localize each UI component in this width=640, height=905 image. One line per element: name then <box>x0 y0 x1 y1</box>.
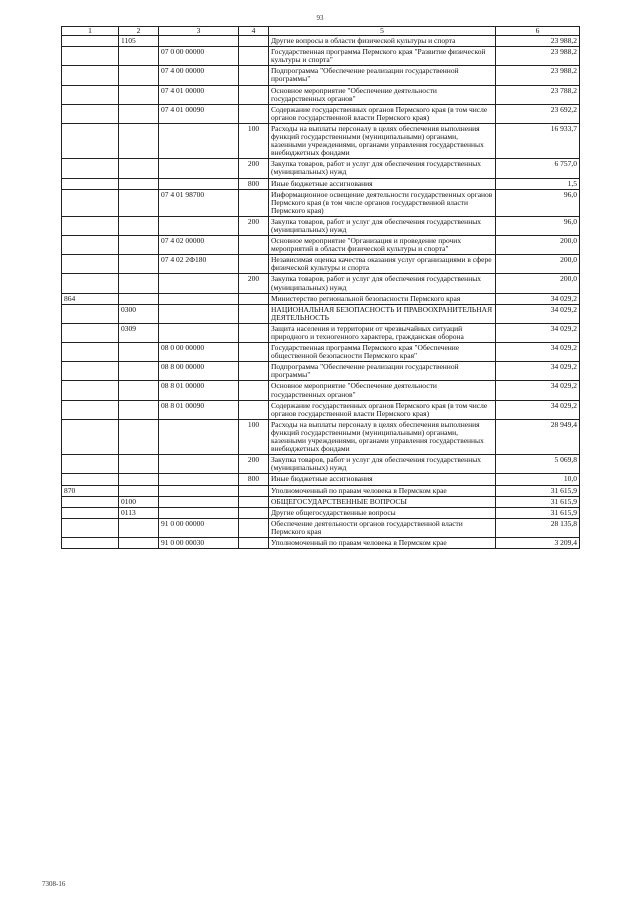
section-code-cell <box>119 104 159 123</box>
item-name-cell: ОБЩЕГОСУДАРСТВЕННЫЕ ВОПРОСЫ <box>269 496 496 507</box>
amount-cell: 28 135,8 <box>496 518 580 537</box>
item-name-cell: Расходы на выплаты персоналу в целях обеспечения выполнения функций государственными (муниципальными) органами, казенными учреждениями, органами управления государственных внебюджетных фондами <box>269 419 496 454</box>
target-article-cell: 08 8 00 00000 <box>159 362 239 381</box>
target-article-cell <box>159 293 239 304</box>
table-row <box>62 455 580 474</box>
section-code-cell <box>119 255 159 274</box>
amount-cell: 34 029,2 <box>496 304 580 323</box>
header-row <box>62 27 580 36</box>
target-article-cell <box>159 304 239 323</box>
header-col-1: 1 <box>62 27 119 36</box>
target-article-cell <box>159 474 239 485</box>
amount-cell: 1,5 <box>496 178 580 189</box>
ministry-code-cell <box>62 36 119 47</box>
section-code-cell <box>119 47 159 66</box>
ministry-code-cell <box>62 496 119 507</box>
expense-type-cell <box>239 304 269 323</box>
target-article-cell: 07 4 02 2Ф180 <box>159 255 239 274</box>
table-row <box>62 474 580 485</box>
item-name-cell: Основное мероприятие "Обеспечение деятельности государственных органов" <box>269 85 496 104</box>
table-row <box>62 323 580 342</box>
section-code-cell <box>119 66 159 85</box>
amount-cell: 23 988,2 <box>496 47 580 66</box>
table-row <box>62 485 580 496</box>
target-article-cell <box>159 507 239 518</box>
item-name-cell: Государственная программа Пермского края "Обеспечение общественной безопасности Пермского края" <box>269 343 496 362</box>
expense-type-cell <box>239 236 269 255</box>
table-row <box>62 537 580 548</box>
expense-type-cell <box>239 47 269 66</box>
table-row <box>62 304 580 323</box>
ministry-code-cell <box>62 400 119 419</box>
ministry-code-cell <box>62 255 119 274</box>
target-article-cell: 07 4 01 00090 <box>159 104 239 123</box>
target-article-cell: 07 4 01 00000 <box>159 85 239 104</box>
target-article-cell <box>159 485 239 496</box>
table-row <box>62 123 580 158</box>
section-code-cell <box>119 474 159 485</box>
table-row <box>62 507 580 518</box>
ministry-code-cell <box>62 216 119 235</box>
target-article-cell: 08 8 01 00000 <box>159 381 239 400</box>
section-code-cell <box>119 400 159 419</box>
expense-type-cell <box>239 400 269 419</box>
section-code-cell <box>119 343 159 362</box>
expense-type-cell <box>239 323 269 342</box>
page-number: 93 <box>316 14 324 22</box>
table-row <box>62 419 580 454</box>
ministry-code-cell <box>62 85 119 104</box>
table-row <box>62 293 580 304</box>
section-code-cell <box>119 123 159 158</box>
section-code-cell <box>119 236 159 255</box>
table-row <box>62 66 580 85</box>
section-code-cell <box>119 159 159 178</box>
footer-code: 7308-16 <box>42 880 66 888</box>
target-article-cell <box>159 159 239 178</box>
section-code-cell <box>119 381 159 400</box>
amount-cell: 34 029,2 <box>496 343 580 362</box>
ministry-code-cell <box>62 47 119 66</box>
amount-cell: 16 933,7 <box>496 123 580 158</box>
item-name-cell: Другие общегосударственные вопросы <box>269 507 496 518</box>
item-name-cell: Содержание государственных органов Пермского края (в том числе органов государственной власти Пермского края) <box>269 104 496 123</box>
item-name-cell: Закупка товаров, работ и услуг для обеспечения государственных (муниципальных) нужд <box>269 216 496 235</box>
ministry-code-cell <box>62 178 119 189</box>
section-code-cell <box>119 216 159 235</box>
table-row <box>62 216 580 235</box>
item-name-cell: Расходы на выплаты персоналу в целях обеспечения выполнения функций государственными (муниципальными) органами, казенными учреждениями, органами управления государственных внебюджетных фондами <box>269 123 496 158</box>
item-name-cell: Другие вопросы в области физической культуры и спорта <box>269 36 496 47</box>
target-article-cell: 91 0 00 00030 <box>159 537 239 548</box>
target-article-cell: 08 0 00 00000 <box>159 343 239 362</box>
expense-type-cell <box>239 496 269 507</box>
amount-cell: 34 029,2 <box>496 362 580 381</box>
table-row <box>62 104 580 123</box>
ministry-code-cell <box>62 474 119 485</box>
table-row <box>62 343 580 362</box>
expense-type-cell: 100 <box>239 419 269 454</box>
target-article-cell: 91 0 00 00000 <box>159 518 239 537</box>
ministry-code-cell <box>62 123 119 158</box>
section-code-cell <box>119 362 159 381</box>
target-article-cell: 08 8 01 00090 <box>159 400 239 419</box>
expense-type-cell: 200 <box>239 274 269 293</box>
ministry-code-cell <box>62 304 119 323</box>
amount-cell: 23 692,2 <box>496 104 580 123</box>
ministry-code-cell <box>62 159 119 178</box>
amount-cell: 96,0 <box>496 189 580 216</box>
table-row <box>62 47 580 66</box>
item-name-cell: НАЦИОНАЛЬНАЯ БЕЗОПАСНОСТЬ И ПРАВООХРАНИТЕЛЬНАЯ ДЕЯТЕЛЬНОСТЬ <box>269 304 496 323</box>
amount-cell: 6 757,0 <box>496 159 580 178</box>
budget-table <box>61 26 580 549</box>
expense-type-cell: 200 <box>239 216 269 235</box>
target-article-cell <box>159 419 239 454</box>
table-row <box>62 274 580 293</box>
amount-cell: 200,0 <box>496 236 580 255</box>
expense-type-cell <box>239 36 269 47</box>
expense-type-cell <box>239 189 269 216</box>
expense-type-cell: 200 <box>239 455 269 474</box>
amount-cell: 34 029,2 <box>496 323 580 342</box>
header-col-2: 2 <box>119 27 159 36</box>
ministry-code-cell <box>62 323 119 342</box>
expense-type-cell <box>239 66 269 85</box>
target-article-cell <box>159 36 239 47</box>
amount-cell: 3 209,4 <box>496 537 580 548</box>
amount-cell: 34 029,2 <box>496 381 580 400</box>
table-row <box>62 255 580 274</box>
ministry-code-cell <box>62 189 119 216</box>
ministry-code-cell: 864 <box>62 293 119 304</box>
section-code-cell <box>119 419 159 454</box>
table-row <box>62 159 580 178</box>
item-name-cell: Закупка товаров, работ и услуг для обеспечения государственных (муниципальных) нужд <box>269 455 496 474</box>
section-code-cell <box>119 178 159 189</box>
target-article-cell: 07 4 02 00000 <box>159 236 239 255</box>
target-article-cell: 07 0 00 00000 <box>159 47 239 66</box>
item-name-cell: Обеспечение деятельности органов государственной власти Пермского края <box>269 518 496 537</box>
item-name-cell: Государственная программа Пермского края "Развитие физической культуры и спорта" <box>269 47 496 66</box>
section-code-cell <box>119 274 159 293</box>
expense-type-cell <box>239 362 269 381</box>
target-article-cell: 07 4 01 98700 <box>159 189 239 216</box>
table-row <box>62 362 580 381</box>
item-name-cell: Закупка товаров, работ и услуг для обеспечения государственных (муниципальных) нужд <box>269 159 496 178</box>
item-name-cell: Основное мероприятие "Организация и проведение прочих мероприятий в области физической культуры и спорта" <box>269 236 496 255</box>
section-code-cell <box>119 189 159 216</box>
table-body <box>62 36 580 549</box>
item-name-cell: Иные бюджетные ассигнования <box>269 474 496 485</box>
ministry-code-cell <box>62 343 119 362</box>
amount-cell: 23 788,2 <box>496 85 580 104</box>
expense-type-cell <box>239 293 269 304</box>
ministry-code-cell: 870 <box>62 485 119 496</box>
expense-type-cell: 800 <box>239 474 269 485</box>
table-row <box>62 381 580 400</box>
item-name-cell: Содержание государственных органов Пермского края (в том числе органов государственной власти Пермского края) <box>269 400 496 419</box>
header-col-6: 6 <box>496 27 580 36</box>
amount-cell: 200,0 <box>496 255 580 274</box>
ministry-code-cell <box>62 362 119 381</box>
ministry-code-cell <box>62 274 119 293</box>
ministry-code-cell <box>62 518 119 537</box>
expense-type-cell: 200 <box>239 159 269 178</box>
section-code-cell: 0100 <box>119 496 159 507</box>
table-row <box>62 518 580 537</box>
table-row <box>62 85 580 104</box>
item-name-cell: Уполномоченный по правам человека в Пермском крае <box>269 485 496 496</box>
section-code-cell <box>119 455 159 474</box>
target-article-cell <box>159 178 239 189</box>
ministry-code-cell <box>62 419 119 454</box>
item-name-cell: Информационное освещение деятельности государственных органов Пермского края (в том числе органов государственной власти Пермского края) <box>269 189 496 216</box>
target-article-cell <box>159 123 239 158</box>
header-col-3: 3 <box>159 27 239 36</box>
expense-type-cell <box>239 85 269 104</box>
target-article-cell <box>159 216 239 235</box>
amount-cell: 31 615,9 <box>496 496 580 507</box>
expense-type-cell <box>239 381 269 400</box>
table-row <box>62 36 580 47</box>
amount-cell: 31 615,9 <box>496 507 580 518</box>
expense-type-cell <box>239 518 269 537</box>
target-article-cell <box>159 455 239 474</box>
expense-type-cell <box>239 255 269 274</box>
amount-cell: 23 988,2 <box>496 66 580 85</box>
section-code-cell <box>119 293 159 304</box>
expense-type-cell <box>239 485 269 496</box>
ministry-code-cell <box>62 104 119 123</box>
table-row <box>62 236 580 255</box>
item-name-cell: Уполномоченный по правам человека в Пермском крае <box>269 537 496 548</box>
section-code-cell <box>119 537 159 548</box>
expense-type-cell: 100 <box>239 123 269 158</box>
section-code-cell <box>119 518 159 537</box>
amount-cell: 200,0 <box>496 274 580 293</box>
item-name-cell: Подпрограмма "Обеспечение реализации государственной программы" <box>269 66 496 85</box>
ministry-code-cell <box>62 66 119 85</box>
ministry-code-cell <box>62 537 119 548</box>
amount-cell: 10,0 <box>496 474 580 485</box>
table-row <box>62 178 580 189</box>
item-name-cell: Закупка товаров, работ и услуг для обеспечения государственных (муниципальных) нужд <box>269 274 496 293</box>
table-row <box>62 400 580 419</box>
amount-cell: 34 029,2 <box>496 293 580 304</box>
table-row <box>62 496 580 507</box>
expense-type-cell <box>239 343 269 362</box>
item-name-cell: Министерство региональной безопасности Пермского края <box>269 293 496 304</box>
item-name-cell: Иные бюджетные ассигнования <box>269 178 496 189</box>
expense-type-cell <box>239 507 269 518</box>
amount-cell: 96,0 <box>496 216 580 235</box>
item-name-cell: Подпрограмма "Обеспечение реализации государственной программы" <box>269 362 496 381</box>
ministry-code-cell <box>62 507 119 518</box>
section-code-cell: 1105 <box>119 36 159 47</box>
header-col-5: 5 <box>269 27 496 36</box>
item-name-cell: Основное мероприятие "Обеспечение деятельности государственных органов" <box>269 381 496 400</box>
amount-cell: 31 615,9 <box>496 485 580 496</box>
target-article-cell <box>159 323 239 342</box>
section-code-cell <box>119 85 159 104</box>
expense-type-cell <box>239 537 269 548</box>
section-code-cell: 0309 <box>119 323 159 342</box>
expense-type-cell <box>239 104 269 123</box>
amount-cell: 5 069,8 <box>496 455 580 474</box>
item-name-cell: Защита населения и территории от чрезвычайных ситуаций природного и техногенного характера, гражданская оборона <box>269 323 496 342</box>
amount-cell: 34 029,2 <box>496 400 580 419</box>
header-col-4: 4 <box>239 27 269 36</box>
target-article-cell <box>159 274 239 293</box>
section-code-cell <box>119 485 159 496</box>
target-article-cell <box>159 496 239 507</box>
amount-cell: 28 949,4 <box>496 419 580 454</box>
section-code-cell: 0300 <box>119 304 159 323</box>
ministry-code-cell <box>62 381 119 400</box>
ministry-code-cell <box>62 236 119 255</box>
item-name-cell: Независимая оценка качества оказания услуг организациями в сфере физической культуры и спорта <box>269 255 496 274</box>
expense-type-cell: 800 <box>239 178 269 189</box>
ministry-code-cell <box>62 455 119 474</box>
target-article-cell: 07 4 00 00000 <box>159 66 239 85</box>
table-row <box>62 189 580 216</box>
section-code-cell: 0113 <box>119 507 159 518</box>
amount-cell: 23 988,2 <box>496 36 580 47</box>
